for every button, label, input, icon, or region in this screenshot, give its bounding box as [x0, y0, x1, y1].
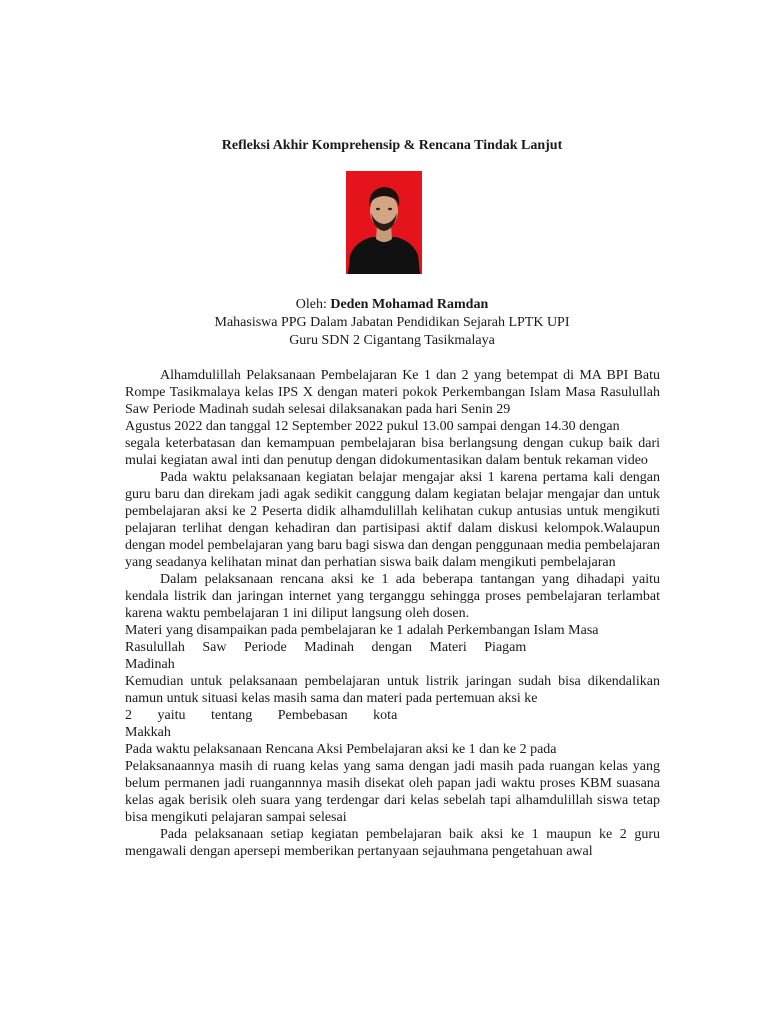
author-line — [0, 296, 768, 314]
paragraph: Madinah — [125, 657, 175, 672]
paragraph: Kemudian untuk pelaksanaan pembelajaran untuk listrik jaringan sudah bisa dikendalikan namun untuk situasi kelas masih sama dan materi pada pertemuan aksi ke — [125, 674, 660, 706]
author-block — [0, 296, 768, 350]
paragraph: Pada waktu pelaksanaan Rencana Aksi Pembelajaran aksi ke 1 dan ke 2 pada — [125, 742, 557, 757]
paragraph: Materi yang disampaikan pada pembelajaran ke 1 adalah Perkembangan Islam Masa — [125, 623, 599, 638]
paragraph: Pada pelaksanaan setiap kegiatan pembelajaran baik aksi ke 1 maupun ke 2 guru mengawali dengan apersepi memberikan pertanyaan sejauhmana pengetahuan awal — [125, 827, 660, 859]
paragraph: Dalam pelaksanaan rencana aksi ke 1 ada beberapa tantangan yang dihadapi yaitu kendala listrik dan jaringan internet yang terganggu sehingga proses pembelajaran terlambat karena waktu pembelajaran 1 ini diliput langsung oleh dosen. — [125, 572, 660, 621]
author-prefix: Oleh: — [295, 297, 331, 312]
affiliation-line-2: Guru SDN 2 Cigantang Tasikmalaya — [289, 333, 495, 348]
document-title: Refleksi Akhir Komprehensip & Rencana Tindak Lanjut — [221, 138, 563, 153]
person-portrait-photo — [346, 171, 422, 274]
paragraph: Makkah — [125, 725, 171, 740]
paragraph: Pelaksanaannya masih di ruang kelas yang sama dengan jadi masih pada ruangan kelas yang belum permanen jadi ruangannnya masih disekat oleh papan jadi waktu proses KBM suasana kelas agak berisik oleh suara yang terdengar dari kelas sebelah tapi alhamdulillah siswa tetap bisa mengikuti pelajaran sampai selesai — [125, 759, 660, 825]
paragraph: Alhamdulillah Pelaksanaan Pembelajaran Ke 1 dan 2 yang betempat di MA BPI Batu Rompe Tasikmalaya kelas IPS X dengan materi pokok Perkembangan Islam Masa Rasulullah Saw Periode Madinah sudah selesai dilaksanakan pada hari Senin 29 — [125, 368, 660, 417]
paragraph: Agustus 2022 dan tanggal 12 September 2022 pukul 13.00 sampai dengan 14.30 dengan — [125, 419, 620, 434]
paragraph: Pada waktu pelaksanaan kegiatan belajar mengajar aksi 1 karena pertama kali dengan guru baru dan direkam jadi agak sedikit canggung dalam kegiatan belajar mengajar dan untuk pembelajaran aksi ke 2 Peserta didik alhamdulillah kelihatan cukup antusias untuk mengikuti pelajaran terlihat dengan kehadiran dan partisipasi aktif dalam diskusi kelompok.Walaupun dengan model pembelajaran yang baru bagi siswa dan dengan penggunaan media pembelajaran yang seadanya kelihatan minat dan perhatian siswa baik dalam mengikuti pembelajaran — [125, 470, 660, 570]
author-name: Deden Mohamad Ramdan — [330, 297, 489, 312]
paragraph: 2 yaitu tentang Pembebasan kota — [125, 708, 398, 723]
paragraph: segala keterbatasan dan kemampuan pembelajaran bisa berlangsung dengan cukup baik dari mulai kegiatan awal inti dan penutup dengan didokumentasikan dalam bentuk rekaman video — [125, 436, 660, 468]
affiliation-line-1: Mahasiswa PPG Dalam Jabatan Pendidikan Sejarah LPTK UPI — [214, 315, 570, 330]
paragraph: Rasulullah Saw Periode Madinah dengan Materi Piagam — [125, 640, 527, 655]
document-body — [125, 367, 660, 860]
portrait-icon — [346, 171, 422, 274]
